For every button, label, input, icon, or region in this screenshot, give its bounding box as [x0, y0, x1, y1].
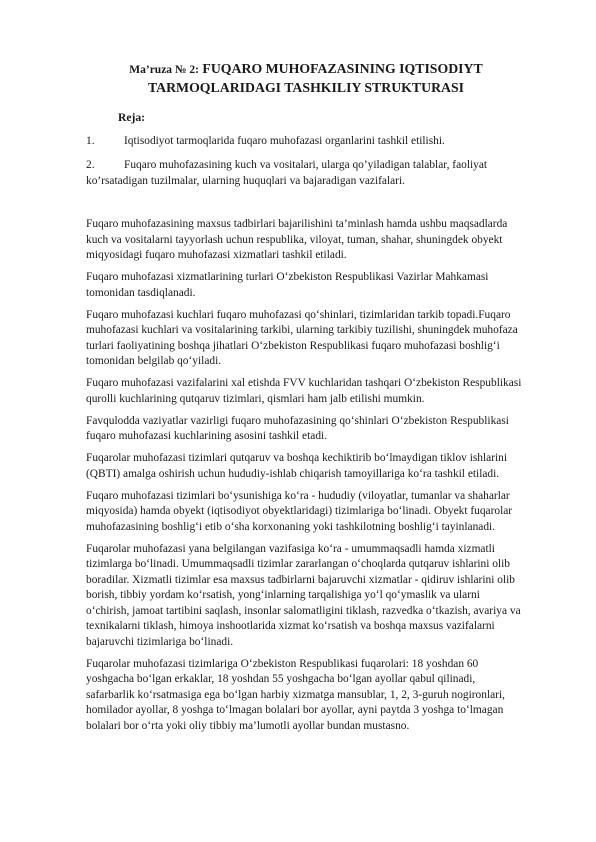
document-body: [86, 217, 526, 734]
plan-list: [86, 134, 526, 190]
title-line-1: FUQARO MUHOFAZASINING IQTISODIYT: [202, 61, 483, 76]
paragraph: Favqulodda vaziyatlar vazirligi fuqaro muhofazasining qo‘shinlari O‘zbekiston Respublikasi fuqaro muhofazasi kuchlarining asosini tashkil etadi.: [86, 414, 509, 442]
plan-item-number: 2.: [86, 159, 95, 171]
paragraph: Fuqarolar muhofazasi yana belgilangan vazifasiga ko‘ra - umummaqsadli hamda xizmatli tizimlarga bo‘linadi. Umummaqsadli tizimlar zararlangan o‘choqlarda qutqaruv ishlarini olib boradilar. Xizmatli tizimlar esa maxsus tadbirlarni bajaruvchi xizmatlar - qidiruv ishlarini olib borish, tibbiy yordam ko‘rsatish, yong‘inlarning tarqalishiga yo‘l qo‘ymaslik va ularni o‘chirish, jamoat tartibini saqlash, insonlar salomatligini tiklash, razvedka o‘tkazish, avariya va texnikalarni tiklash, himoya inshootlarida xizmat ko‘rsatish va boshqa maxsus vazifalarni bajaruvchi tizimlariga bo‘linadi.: [86, 542, 521, 648]
plan-heading: Reja:: [118, 111, 146, 124]
plan-item-number: 1.: [86, 134, 95, 147]
paragraph: Fuqarolar muhofazasi tizimlari qutqaruv va boshqa kechiktirib bo‘lmaydigan tiklov ishlarini (QBTI) amalga oshirish uchun hududiy-ishlab chiqarish tamoyillariga ko‘ra tashkil etiladi.: [86, 452, 508, 480]
paragraph: Fuqaro muhofazasi kuchlari fuqaro muhofazasi qo‘shinlari, tizimlaridan tarkib topadi.Fuqaro muhofazasi kuchlari va vositalarining tarkibi, ularning tarkibiy tuzilishi, shuningdek muhofaza turlari faoliyatining boshqa jihatlari O‘zbekiston Respublikasi fuqaro muhofazasi boshlig‘i tomonidan belgilab qo‘yiladi.: [86, 308, 518, 367]
paragraph: Fuqaro muhofazasi vazifalarini xal etishda FVV kuchlaridan tashqari O‘zbekiston Respublikasi qurolli kuchlarining qutqaruv tizimlari, qismlari ham jalb etilishi mumkin.: [86, 377, 522, 405]
plan-item-text: Iqtisodiyot tarmoqlarida fuqaro muhofazasi organlarini tashkil etilishi.: [124, 134, 445, 147]
paragraph: Fuqaro muhofazasining maxsus tadbirlari bajarilishini ta’minlash hamda ushbu maqsadlarda kuch va vositalarni tayyorlash uchun respublika, viloyat, tuman, shahar, shuningdek obyekt miqyosidagi fuqaro muhofazasi xizmatlari tashkil etiladi.: [86, 218, 508, 261]
plan-item: [86, 158, 526, 189]
paragraph: Fuqarolar muhofazasi tizimlariga O‘zbekiston Respublikasi fuqarolari: 18 yoshdan 60 yoshgacha bo‘lgan erkaklar, 18 yoshdan 55 yoshgacha bo‘lgan ayollar qabul qilinadi, safarbarlik ko‘rsatmasiga ega bo‘lgan harbiy xizmatga mansublar, 1, 2, 3-guruh nogironlari, homilador ayollar, 8 yoshga to‘lmagan bolalari bor ayollar, ayni paytda 3 yoshga to‘lmagan bolalari bor o‘rta yoki oliy tibbiy ma’lumotli ayollar bundan mustasno.: [86, 657, 505, 732]
document-title: [86, 60, 526, 96]
paragraph: Fuqaro muhofazasi xizmatlarining turlari O‘zbekiston Respublikasi Vazirlar Mahkamasi tomonidan tasdiqlanadi.: [86, 271, 489, 299]
title-line-2: TARMOQLARIDAGI TASHKILIY STRUKTURASI: [147, 80, 465, 95]
plan-item: [86, 134, 526, 150]
plan-item-text: Fuqaro muhofazasining kuch va vositalari, ularga qo’yiladigan talablar, faoliyat ko’rsatadigan tuzilmalar, ularning huquqlari va bajaradigan vazifalari.: [86, 159, 488, 187]
lecture-label: Ma’ruza № 2:: [129, 64, 199, 76]
paragraph: Fuqaro muhofazasi tizimlari bo‘ysunishiga ko‘ra - hududiy (viloyatlar, tumanlar va shaharlar miqyosida) hamda obyekt (iqtisodiyot obyektlaridagi) tizimlariga bo‘linadi. Obyekt fuqarolar muhofazasining boshlig‘i etib o‘sha korxonaning yoki tashkilotning boshlig‘i tayinlanadi.: [86, 489, 513, 533]
